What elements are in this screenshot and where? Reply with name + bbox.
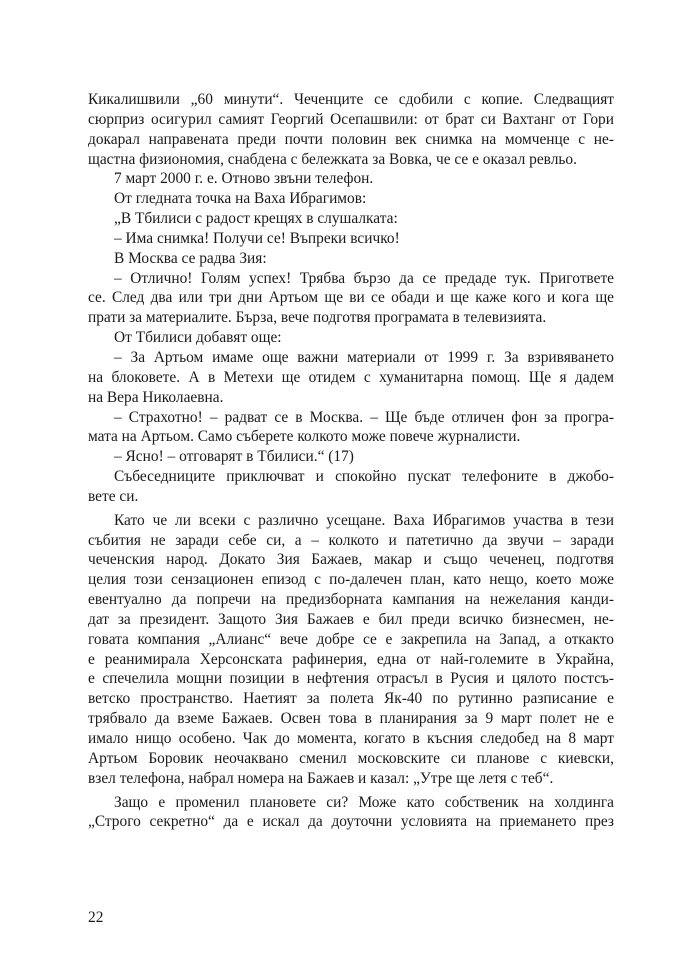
body-text <box>88 90 614 832</box>
text-line: имало нищо особено. Чак до момента, когато в късния следобед на 8 март <box>88 730 614 747</box>
text-line: евентуално да попречи на предизборната кампания на нежелания канди- <box>88 591 614 609</box>
text-line: събития не заради себе си, а – колкото и патетично да звучи – заради <box>88 531 614 549</box>
text-line: Кикалишвили „60 минути“. Чеченците се сдобили с копие. Следващият <box>88 91 614 108</box>
text-line: говата компания „Алианс“ вече добре се е закрепила на Запад, а откакто <box>88 630 614 648</box>
text-line: щастна физиономия, снабдена с бележката за Вовка, че се е оказал ревльо. <box>88 150 577 168</box>
text-line: Защо е променил плановете си? Може като собственик на холдинга <box>114 793 614 811</box>
text-line: чеченския народ. Докато Зия Бажаев, макар и също чеченец, подготвя <box>88 551 614 569</box>
text-line: – Отлично! Голям успех! Трябва бързо да се предаде тук. Пригответе <box>114 269 614 287</box>
text-line: се. След два или три дни Артьом ще ви се обади и ще каже кого и кога ще <box>88 289 614 307</box>
text-line: взел телефона, набрал номера на Бажаев и казал: „Утре ще летя с теб“. <box>88 769 554 787</box>
text-line: трябвало да вземе Бажаев. Освен това в планирания за 9 март полет не е <box>88 710 614 728</box>
text-line: – Има снимка! Получи се! Въпреки всичко! <box>114 229 400 247</box>
text-line: вете си. <box>88 487 139 505</box>
text-line: сюрприз осигурил самият Георгий Осепашвили: от брат си Вахтанг от Гори <box>88 110 614 128</box>
text-line: прати за материалите. Бърза, вече подготвя програмата в телевизията. <box>88 309 547 327</box>
text-line: Като че ли всеки с различно усещане. Ваха Ибрагимов участва в тези <box>114 511 614 529</box>
text-line: на Вера Николаевна. <box>88 388 224 406</box>
text-line: – За Артьом имаме още важни материали от 1999 г. За взривяването <box>114 348 614 366</box>
text-line: на блоковете. А в Метехи ще отидем с хуманитарна помощ. Ще я дадем <box>88 368 614 386</box>
text-line: В Москва се радва Зия: <box>114 249 267 267</box>
text-line: ветско пространство. Наетият за полета Як-40 по рутинно разписание е <box>88 690 614 708</box>
text-line: „Строго секретно“ да е искал да доуточни условията на приемането през <box>88 813 614 831</box>
text-line: е реанимирала Херсонската рафинерия, една от най-големите в Украйна, <box>88 650 614 668</box>
text-line: От Тбилиси добавят още: <box>114 329 282 347</box>
text-line: – Страхотно! – радват се в Москва. – Ще бъде отличен фон за програ- <box>114 408 614 426</box>
text-line: – Ясно! – отговарят в Тбилиси.“ (17) <box>114 448 354 466</box>
text-line: 7 март 2000 г. е. Отново звъни телефон. <box>114 170 374 188</box>
text-line: е спечелила мощни позиции в нефтения отрасъл в Русия и цялото постсъ- <box>88 670 614 688</box>
text-line: От гледната точка на Ваха Ибрагимов: <box>114 190 367 208</box>
text-line: Артьом Боровик неочаквано сменил московските си планове с киевски, <box>88 749 614 767</box>
text-line: Събеседниците приключват и спокойно пускат телефоните в джобо- <box>114 468 614 486</box>
page-number: 22 <box>88 909 104 926</box>
text-line: мата на Артьом. Само съберете колкото може повече журналисти. <box>88 428 521 446</box>
text-line: целия този сензационен епизод с по-далечен план, като нещо, което може <box>88 571 614 589</box>
text-line: „В Тбилиси с радост крещях в слушалката: <box>114 210 398 228</box>
text-line: дат за президент. Защото Зия Бажаев е бил преди всичко бизнесмен, не- <box>88 610 614 628</box>
text-line: докарал направената преди почти половин век снимка на момченце с не- <box>88 130 614 148</box>
